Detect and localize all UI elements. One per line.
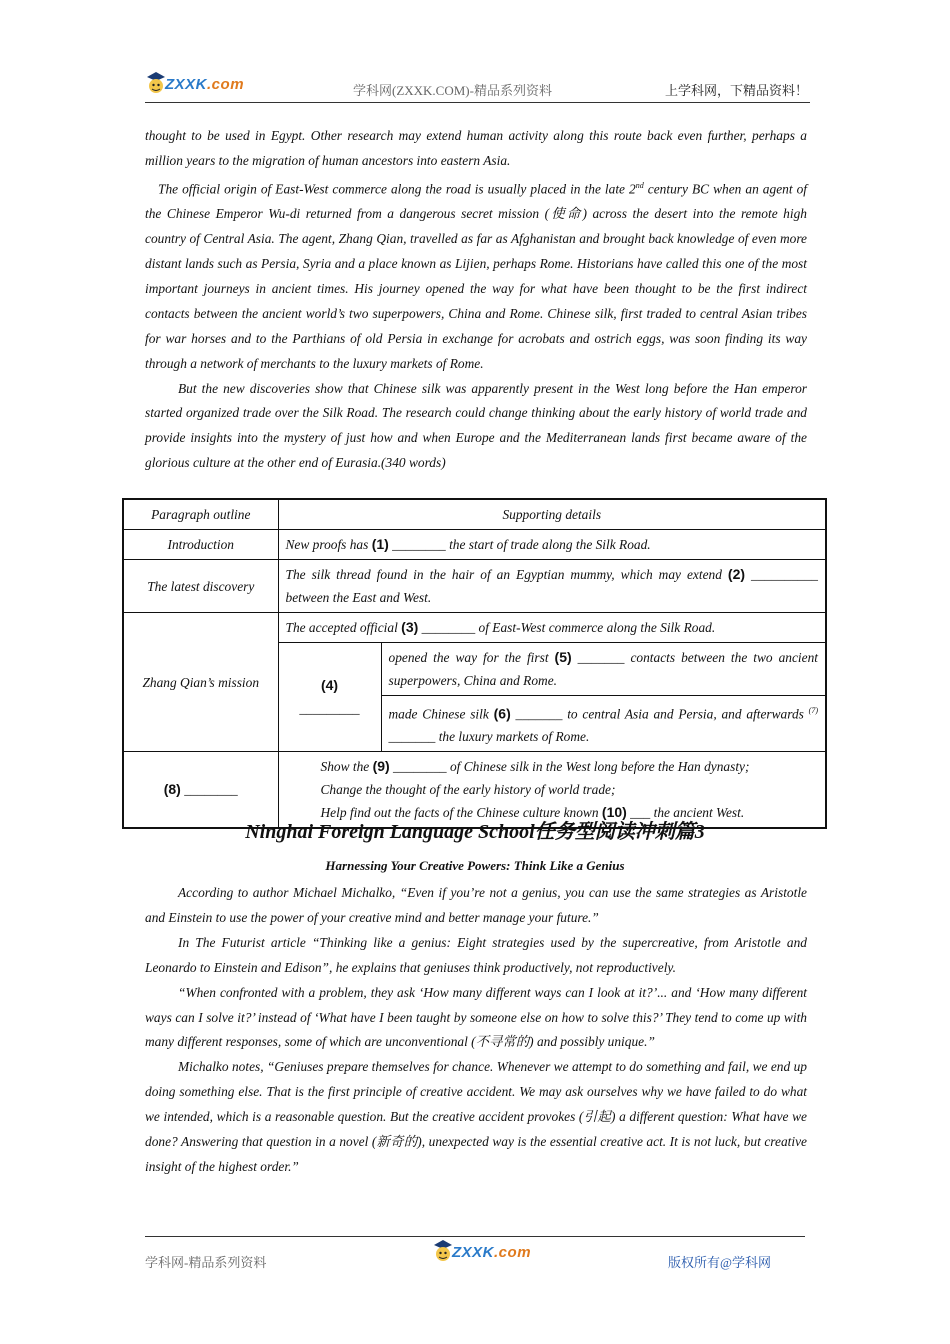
header-supporting-details: Supporting details [278, 499, 826, 530]
passage [145, 124, 807, 476]
detail-blank-1: New proofs has (1) ________ the start of trade along the Silk Road. [278, 530, 826, 560]
genius-paragraph-1: According to author Michael Michalko, “Even if you’re not a genius, you can use the same strategies as Aristotle and Einstein to use the power of your creative mind and better manage your future.” [145, 885, 807, 925]
detail-blank-9-10: Show the (9) ________ of Chinese silk in the West long before the Han dynasty; Change the thought of the early history of world trade; Help find out the facts of the Chinese culture known (10) ___ the ancient West. [278, 752, 826, 829]
outline-zhang-qian: Zhang Qian’s mission [123, 613, 278, 752]
mascot-icon [432, 1238, 454, 1264]
outline-table [122, 498, 827, 829]
genius-paragraph-3: “When confronted with a problem, they ask ‘How many different ways can I look at it?’... and ‘How many different ways can I solve it?’ instead of ‘What have I been taught by someone else on how to solve this?’ They tend to come up with many different responses, some of which are unconventional (不寻常的) and possibly unique.” [145, 984, 807, 1050]
footer-logo [432, 1238, 534, 1268]
passage-paragraph-1: thought to be used in Egypt. Other research may extend human activity along this route back even further, perhaps a million years to the migration of human ancestors into eastern Asia. [145, 128, 807, 168]
section-subtitle: Harnessing Your Creative Powers: Think Like a Genius [325, 858, 625, 873]
genius-passage [145, 881, 807, 1180]
passage-paragraph-3: But the new discoveries show that Chinese silk was apparently present in the West long before the Han emperor started organized trade over the Silk Road. The research could change thinking about the early history of world trade and provide insights into the mystery of just how and when Europe and the Mediterranean lands first became aware of the glorious culture at the other end of Eurasia.(340 words) [145, 380, 807, 471]
outline-blank-8: (8) ________ [123, 752, 278, 829]
outline-introduction: Introduction [123, 530, 278, 560]
detail-blank-6-7: made Chinese silk (6) _______ to central Asia and Persia, and afterwards $^{(7)}$ _______ the luxury markets of Rome. [381, 696, 826, 752]
footer-right-text: 版权所有@学科网 [668, 1255, 771, 1270]
section-title: Ninghai Foreign Language School任务型阅读冲刺篇3 [245, 821, 705, 843]
header-center-text: 学科网(ZXXK.COM)-精品系列资料 [353, 83, 552, 98]
mascot-icon [145, 70, 167, 96]
outline-latest-discovery: The latest discovery [123, 560, 278, 613]
header-paragraph-outline: Paragraph outline [123, 499, 278, 530]
table-header-row [123, 499, 826, 530]
genius-paragraph-2: In The Futurist article “Thinking like a genius: Eight strategies used by the supercreative, from Aristotle and Leonardo to Einstein and Edison”, he explains that geniuses think productively, not reproductively. [145, 934, 807, 975]
footer-left-text: 学科网-精品系列资料 [145, 1255, 267, 1270]
page-header [145, 68, 810, 103]
detail-blank-2: The silk thread found in the hair of an Egyptian mummy, which may extend (2) __________ between the East and West. [278, 560, 826, 613]
passage-paragraph-2: The official origin of East-West commerce along the road is usually placed in the late 2nd century BC when an agent of the Chinese Emperor Wu-di returned from a dangerous secret mission (使命) across the desert into the remote high country of Central Asia. The agent, Zhang Qian, travelled as far as Afghanistan and brought back knowledge of even more distant lands such as Persia, Syria and a place known as Lijien, perhaps Rome. Historians have called this one of the most important journeys in ancient times. His journey opened the way for what have been thought to be the first indirect contacts between the ancient world’s two superpowers, China and Rome. Chinese silk, first traded to central Asian tribes for war horses and to the Parthians of old Persia in exchange for acrobats and ostrich eggs, was soon finding its way through a network of merchants to the luxury markets of Rome. [145, 180, 807, 371]
table-row [123, 613, 826, 643]
detail-blank-5: opened the way for the first (5) _______ contacts between the two ancient superpowers, China and Rome. [381, 643, 826, 696]
table-row [123, 530, 826, 560]
genius-paragraph-4: Michalko notes, “Geniuses prepare themselves for chance. Whenever we attempt to do something and fail, we end up doing something else. That is the first principle of creative accident. We may ask ourselves why we have failed to do what we intended, which is a reasonable question. But the creative accident provokes (引起) a different question: What have we done? Answering that question in a novel (新奇的), unexpected way is the essential creative act. It is not luck, but creative insight of the highest order.” [145, 1059, 807, 1174]
footer-divider [145, 1236, 805, 1237]
detail-blank-4: (4) _________ [278, 643, 381, 752]
zxxk-logo [145, 70, 247, 100]
detail-blank-3: The accepted official (3) ________ of East-West commerce along the Silk Road. [278, 613, 826, 643]
table-row [123, 560, 826, 613]
header-right-text: 上学科网，下精品资料！ [664, 83, 808, 98]
footer-logo-text: ZXXK.com [452, 1244, 532, 1261]
logo-text: ZXXK.com [165, 76, 245, 93]
